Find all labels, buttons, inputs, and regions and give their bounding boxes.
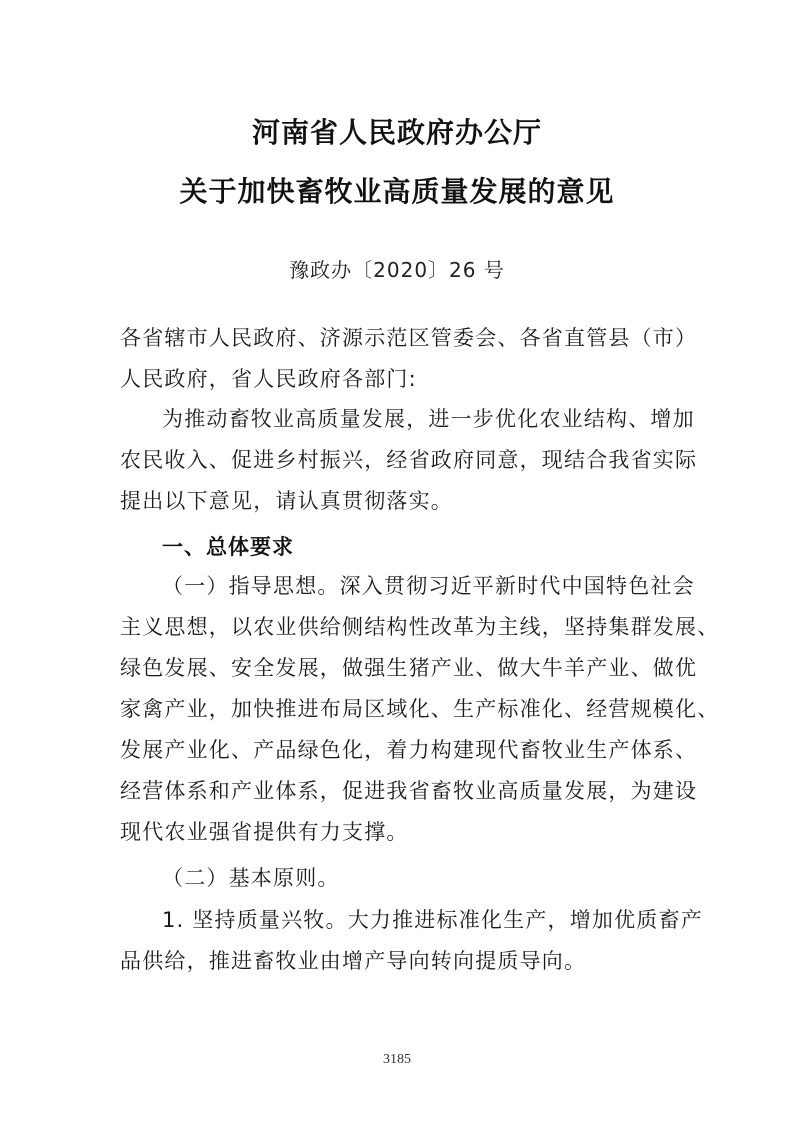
principle-1-line: 品供给，推进畜牧业由增产导向转向提质导向。 [120, 949, 587, 973]
document-title-line-1: 河南省人民政府办公厅 [251, 116, 542, 149]
addressee-line: 各省辖市人民政府、济源示范区管委会、各省直管县（市） [120, 326, 698, 350]
page-number: 3185 [383, 1052, 411, 1067]
principles-heading: （二）基本原则。 [162, 866, 340, 890]
document-title-line-2: 关于加快畜牧业高质量发展的意见 [179, 175, 615, 208]
guiding-thought-line: （一）指导思想。深入贯彻习近平新时代中国特色社会 [162, 574, 695, 598]
principle-1-line: 1. 坚持质量兴牧。大力推进标准化生产，增加优质畜产 [162, 908, 703, 932]
section-heading: 一、总体要求 [162, 535, 294, 559]
intro-line: 提出以下意见，请认真贯彻落实。 [120, 489, 453, 513]
guiding-thought-line: 发展产业化、产品绿色化，着力构建现代畜牧业生产体系、 [120, 738, 698, 762]
guiding-thought-line: 家禽产业，加快推进布局区域化、生产标准化、经营规模化、 [120, 697, 720, 721]
addressee-line: 人民政府，省人民政府各部门: [120, 367, 417, 391]
guiding-thought-line: 主义思想，以农业供给侧结构性改革为主线，坚持集群发展、 [120, 615, 720, 639]
guiding-thought-line: 绿色发展、安全发展，做强生猪产业、做大牛羊产业、做优 [120, 656, 698, 680]
intro-line: 农民收入、促进乡村振兴，经省政府同意，现结合我省实际 [120, 448, 698, 472]
document-number: 豫政办〔2020〕26 号 [289, 258, 505, 282]
intro-line: 为推动畜牧业高质量发展，进一步优化农业结构、增加 [162, 407, 695, 431]
guiding-thought-line: 现代农业强省提供有力支撑。 [120, 820, 409, 844]
guiding-thought-line: 经营体系和产业体系，促进我省畜牧业高质量发展，为建设 [120, 779, 698, 803]
